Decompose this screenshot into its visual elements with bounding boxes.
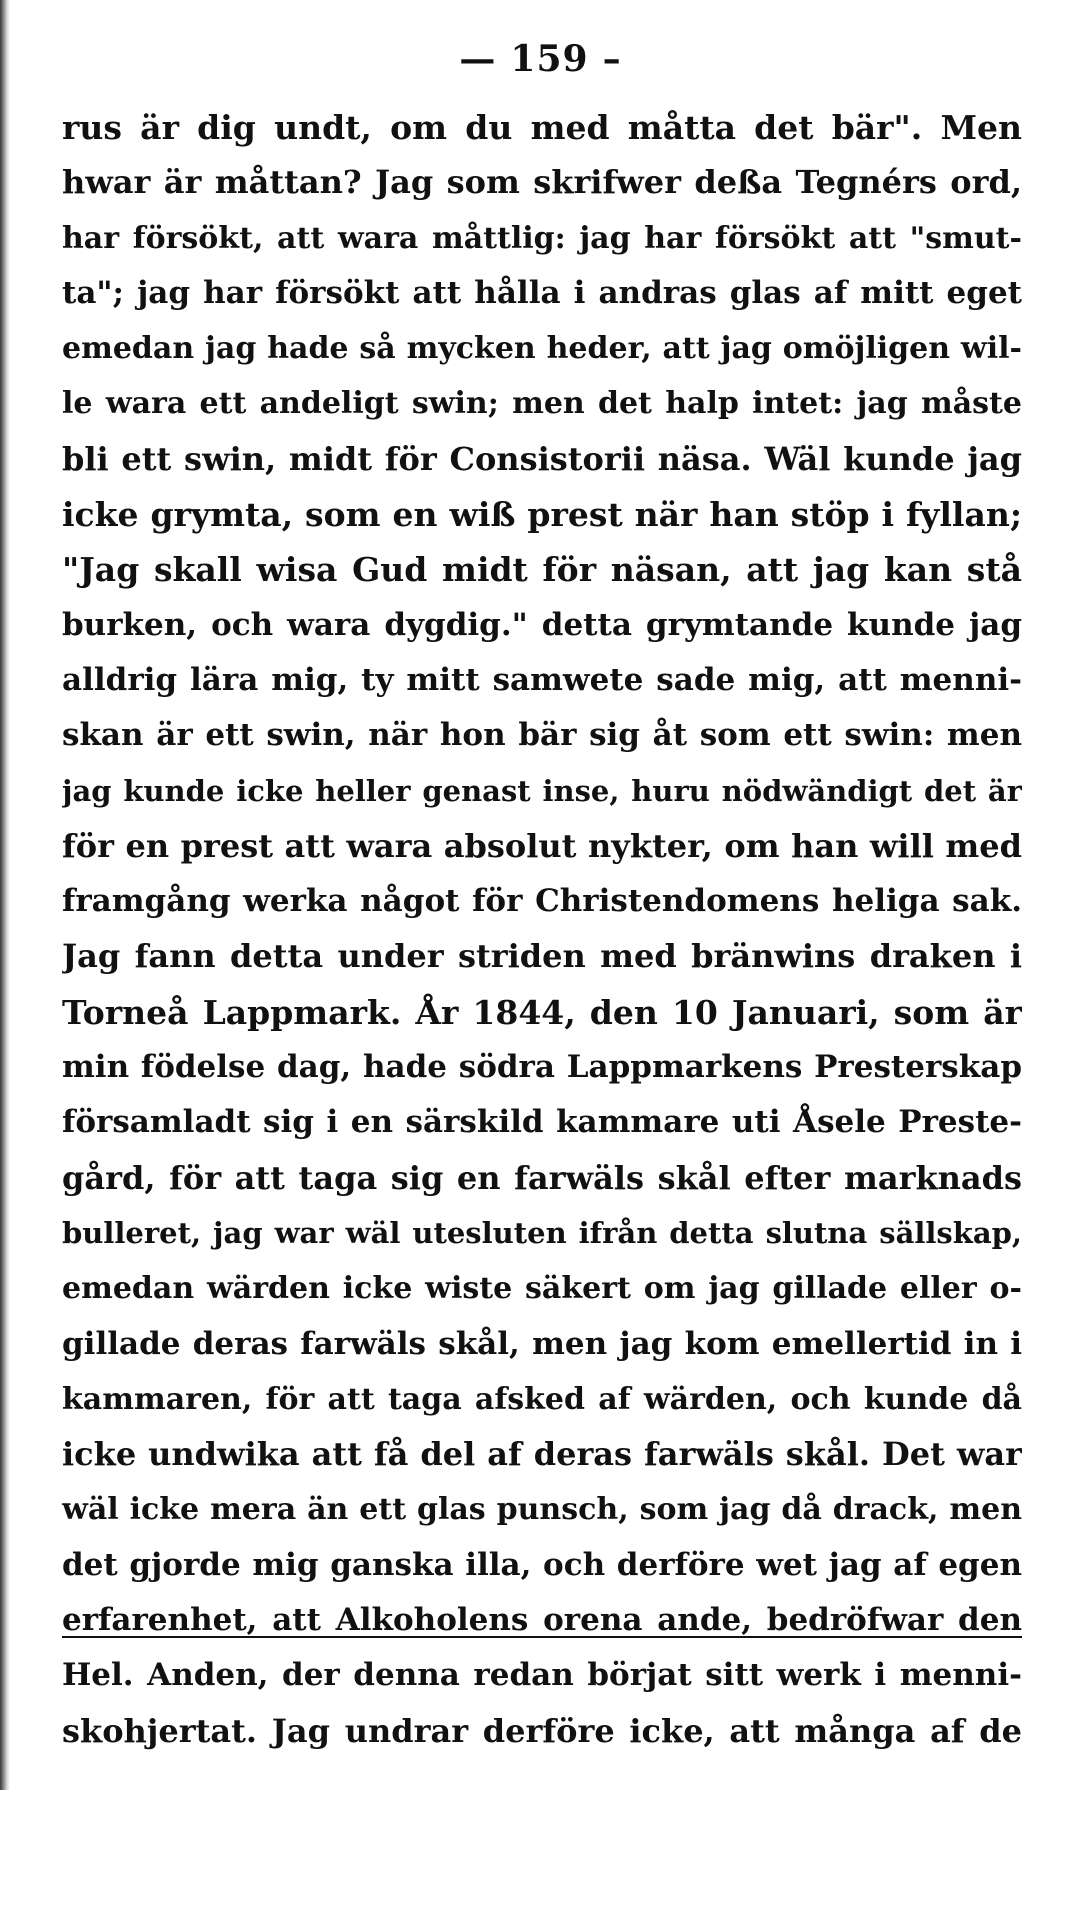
body-text — [62, 100, 1022, 1759]
text-line-underlined — [62, 1593, 1022, 1648]
text-line: gillade deras farwäls skål, men jag kom emellertid in i — [62, 1325, 1022, 1362]
text-line: wäl icke mera än ett glas punsch, som jag då drack, men — [62, 1492, 1022, 1528]
text-line: för en prest att wara absolut nykter, om han will med — [62, 826, 1022, 865]
text-line: har försökt, att wara måttlig: jag har försökt att "smut- — [62, 220, 1022, 256]
page-header — [0, 38, 1081, 80]
text-line: icke grymta, som en wiß prest när han stöp i fyllan; — [62, 495, 1022, 535]
header-dash-left: — — [459, 38, 497, 80]
text-line: Jag fann detta under striden med bränwins draken i — [62, 937, 1022, 976]
text-line: kammaren, för att taga afsked af wärden, och kunde då — [62, 1381, 1022, 1417]
text-line: emedan wärden icke wiste säkert om jag gillade eller o- — [62, 1271, 1022, 1307]
text-line: alldrig lära mig, ty mitt samwete sade mig, att menni- — [62, 661, 1022, 698]
header-dash-right: – — [602, 38, 622, 80]
text-line: det gjorde mig ganska illa, och derföre wet jag af egen — [62, 1546, 1022, 1583]
text-line: rus är dig undt, om du med måtta det bär". Men — [62, 108, 1022, 147]
page-binding-shadow — [0, 0, 10, 1790]
text-line: hwar är måttan? Jag som skrifwer deßa Tegnérs ord, — [62, 163, 1022, 202]
text-line: le wara ett andeligt swin; men det halp intet: jag måste — [62, 386, 1022, 422]
text-line: icke undwika att få del af deras farwäls skål. Det war — [62, 1435, 1022, 1474]
text-line: "Jag skall wisa Gud midt för näsan, att jag kan stå — [62, 550, 1022, 590]
text-line: gård, för att taga sig en farwäls skål efter marknads — [62, 1158, 1022, 1197]
text-line: ta"; jag har försökt att hålla i andras glas af mitt eget — [62, 274, 1022, 311]
text-line: skohjertat. Jag undrar derföre icke, att många af de — [62, 1711, 1022, 1750]
text-line: bulleret, jag war wäl utesluten ifrån detta slutna sällskap, — [62, 1215, 1022, 1250]
page-number: 159 — [510, 38, 589, 80]
text-line: jag kunde icke heller genast inse, huru nödwändigt det är — [62, 773, 1022, 808]
text-line: framgång werka något för Christendomens heliga sak. — [62, 883, 1022, 920]
underlined-text: erfarenhet, att Alkoholens orena ande, bedröfwar den — [62, 1602, 1022, 1639]
text-line: Hel. Anden, der denna redan börjat sitt werk i menni- — [62, 1657, 1022, 1694]
text-line: emedan jag hade så mycken heder, att jag omöjligen wil- — [62, 331, 1022, 367]
text-line: min födelse dag, hade södra Lappmarkens Presterskap — [62, 1049, 1022, 1086]
text-line: skan är ett swin, när hon bär sig åt som ett swin: men — [62, 717, 1022, 754]
text-line: bli ett swin, midt för Consistorii näsa. Wäl kunde jag — [62, 439, 1022, 478]
text-line: Torneå Lappmark. År 1844, den 10 Januari, som är — [62, 992, 1022, 1032]
text-line: församladt sig i en särskild kammare uti Åsele Preste- — [62, 1104, 1022, 1141]
text-line: burken, och wara dygdig." detta grymtande kunde jag — [62, 606, 1022, 643]
